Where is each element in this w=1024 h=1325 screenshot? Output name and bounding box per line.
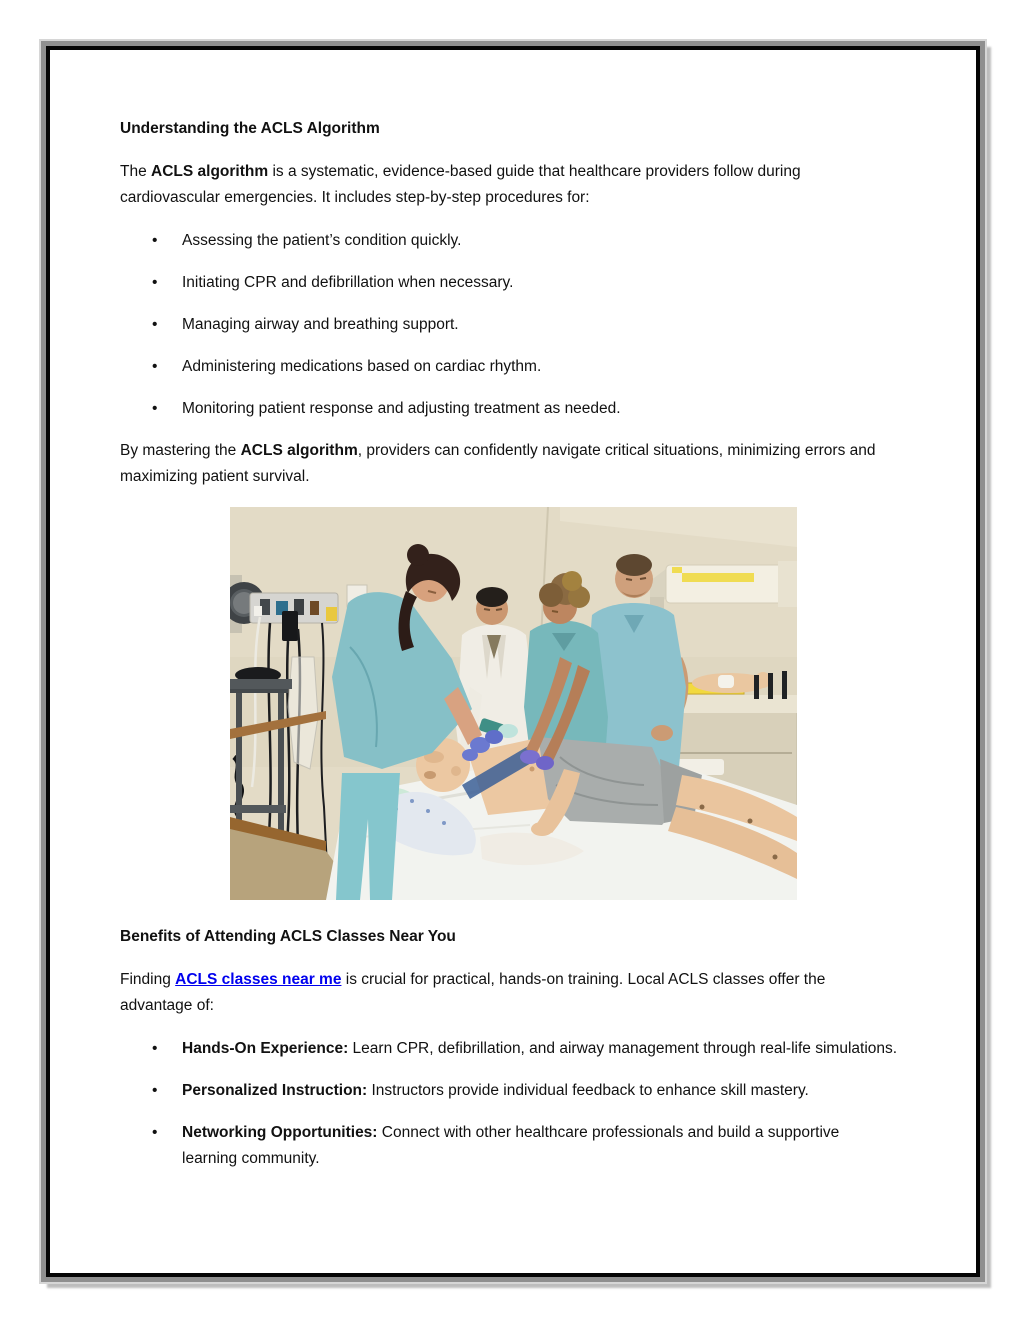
section-heading-benefits: Benefits of Attending ACLS Classes Near You [120, 928, 456, 945]
para-text: is crucial for practical, hands-on training. Local ACLS classes offer the advantage of: [120, 971, 826, 1014]
list-item: • Assessing the patient’s condition quickly. [182, 228, 898, 254]
benefits-list [120, 1036, 918, 1172]
para-benefits-intro [120, 967, 890, 1019]
benefit-text: Instructors provide individual feedback to enhance skill mastery. [367, 1082, 809, 1099]
para-text: Finding [120, 971, 176, 988]
para-mastering [120, 438, 890, 490]
benefit-label: Personalized Instruction: [182, 1082, 368, 1099]
list-item [182, 1078, 898, 1104]
para-text: By mastering the [120, 442, 241, 459]
acls-steps-list [120, 228, 918, 422]
document-page [46, 46, 980, 1277]
para-text: is a systematic, evidence-based guide that healthcare providers follow during cardiovascular emergencies. It includes step-by-step procedures for: [120, 163, 801, 206]
acls-training-photo [230, 507, 797, 900]
bold-acls-algorithm: ACLS algorithm [240, 442, 358, 459]
para-text: The [120, 163, 152, 180]
benefit-text: Learn CPR, defibrillation, and airway management through real-life simulations. [348, 1040, 898, 1057]
bold-acls-algorithm: ACLS algorithm [151, 163, 269, 180]
para-text: , providers can confidently navigate critical situations, minimizing errors and maximizing patient survival. [120, 442, 876, 485]
list-item: • Monitoring patient response and adjusting treatment as needed. [182, 396, 898, 422]
para-acls-intro [120, 159, 890, 211]
benefit-text: Connect with other healthcare professionals and build a supportive learning community. [182, 1124, 840, 1167]
acls-classes-near-me-link[interactable]: ACLS classes near me [175, 971, 342, 988]
list-item [182, 1036, 898, 1062]
document-content [50, 50, 976, 1172]
list-item: • Managing airway and breathing support. [182, 312, 898, 338]
section-heading-acls-algorithm: Understanding the ACLS Algorithm [120, 120, 380, 137]
acls-training-photo-illustration [230, 507, 797, 900]
list-item: • Administering medications based on cardiac rhythm. [182, 354, 898, 380]
list-item [182, 1120, 898, 1172]
power-adapter [282, 611, 298, 641]
benefit-label: Hands-On Experience: [182, 1040, 349, 1057]
benefit-label: Networking Opportunities: [182, 1124, 378, 1141]
list-item: • Initiating CPR and defibrillation when necessary. [182, 270, 898, 296]
